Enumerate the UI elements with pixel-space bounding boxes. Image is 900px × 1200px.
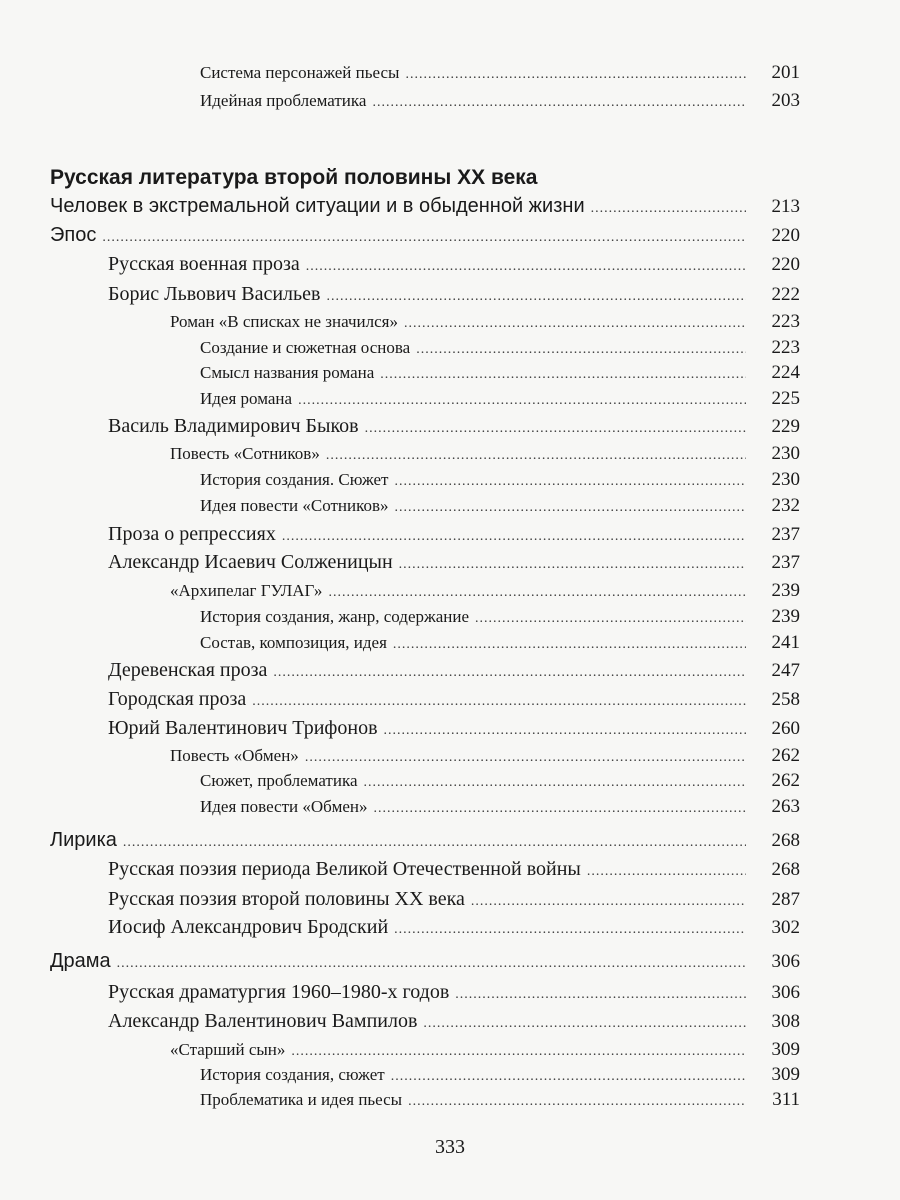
toc-entry-title: Идея романа <box>200 389 293 408</box>
toc-entry-page: 311 <box>772 1089 800 1110</box>
toc-entry <box>0 195 900 218</box>
toc-entry <box>0 62 900 84</box>
dot-leader <box>587 864 746 880</box>
toc-entry-title: Иосиф Александрович Бродский <box>108 916 389 938</box>
toc-entry-title: Городская проза <box>108 688 247 710</box>
toc-entry-title: Роман «В списках не значился» <box>170 312 398 331</box>
toc-entry <box>0 166 900 190</box>
toc-entry-page: 237 <box>771 524 800 545</box>
toc-entry-page: 220 <box>771 225 800 246</box>
dot-leader <box>326 448 746 464</box>
toc-entry-page: 225 <box>771 388 800 409</box>
toc-entry-title: Повесть «Обмен» <box>170 746 299 765</box>
toc-entry-page: 239 <box>771 606 800 627</box>
toc-entry <box>0 888 900 911</box>
toc-entry-page: 287 <box>771 889 800 910</box>
dot-leader <box>102 230 746 246</box>
dot-leader <box>273 665 746 681</box>
dot-leader <box>475 611 746 627</box>
toc-entry-page: 306 <box>771 951 800 972</box>
dot-leader <box>399 557 746 573</box>
toc-entry <box>0 311 900 333</box>
toc-entry-page: 237 <box>771 552 800 573</box>
toc-entry-title: «Старший сын» <box>170 1040 286 1059</box>
toc-entry-title: Состав, композиция, идея <box>200 633 387 652</box>
toc-entry-page: 241 <box>771 632 800 653</box>
dot-leader <box>391 1069 746 1085</box>
toc-entry-title: Идея повести «Сотников» <box>200 496 389 515</box>
dot-leader <box>395 500 746 516</box>
dot-leader <box>298 393 746 409</box>
dot-leader <box>305 750 746 766</box>
dot-leader <box>306 259 746 275</box>
toc-entry-page: 232 <box>771 495 800 516</box>
toc-entry <box>0 283 900 306</box>
toc-entry-title: Создание и сюжетная основа <box>200 338 411 357</box>
toc-entry <box>0 1089 900 1111</box>
toc-entry-title: Юрий Валентинович Трифонов <box>108 717 378 739</box>
toc-entry-title: Драма <box>50 950 111 972</box>
dot-leader <box>364 775 746 791</box>
toc-entry-page: 309 <box>771 1064 800 1085</box>
toc-entry <box>0 90 900 112</box>
dot-leader <box>416 342 746 358</box>
toc-entry-page: 309 <box>771 1039 800 1060</box>
toc-entry-title: Проза о репрессиях <box>108 523 276 545</box>
toc-entry <box>0 443 900 465</box>
toc-entry-page: 308 <box>771 1011 800 1032</box>
dot-leader <box>471 894 746 910</box>
dot-leader <box>328 585 746 601</box>
toc-entry <box>0 1039 900 1061</box>
toc-entry-title: Повесть «Сотников» <box>170 444 320 463</box>
dot-leader <box>393 637 746 653</box>
toc-entry-title: Русская драматургия 1960–1980-х годов <box>108 981 450 1003</box>
toc-entry <box>0 495 900 517</box>
dot-leader <box>252 694 746 710</box>
toc-entry-page: 230 <box>771 443 800 464</box>
toc-entry-page: 201 <box>771 62 800 83</box>
toc-entry <box>0 770 900 792</box>
dot-leader <box>404 316 746 332</box>
toc-entry-page: 260 <box>771 718 800 739</box>
dot-leader <box>117 956 746 972</box>
toc-entry-title: Василь Владимирович Быков <box>108 415 359 437</box>
toc-entry <box>0 415 900 438</box>
toc-entry <box>0 745 900 767</box>
toc-entry <box>0 950 900 973</box>
toc-entry-page: 263 <box>771 796 800 817</box>
toc-entry <box>0 916 900 939</box>
toc-entry-page: 262 <box>771 770 800 791</box>
toc-entry <box>0 981 900 1004</box>
toc-entry <box>0 1064 900 1086</box>
toc-entry <box>0 224 900 247</box>
toc-entry <box>0 1010 900 1033</box>
toc-entry <box>0 829 900 852</box>
dot-leader <box>374 801 746 817</box>
toc-entry <box>0 580 900 602</box>
dot-leader <box>455 987 746 1003</box>
toc-entry <box>0 362 900 384</box>
toc-entry <box>0 388 900 410</box>
toc-entry-page: 306 <box>771 982 800 1003</box>
dot-leader <box>384 723 746 739</box>
toc-entry-page: 258 <box>771 689 800 710</box>
toc-entry-page: 302 <box>771 917 800 938</box>
toc-entry-page: 268 <box>771 830 800 851</box>
toc-entry <box>0 717 900 740</box>
toc-entry-page: 223 <box>771 311 800 332</box>
toc-entry-page: 247 <box>771 660 800 681</box>
toc-entry <box>0 469 900 491</box>
toc-entry <box>0 337 900 359</box>
toc-entry-page: 262 <box>771 745 800 766</box>
dot-leader <box>291 1044 746 1060</box>
toc-entry-title: Русская поэзия второй половины XX века <box>108 888 465 910</box>
toc-entry <box>0 858 900 881</box>
toc-entry-title: Русская поэзия периода Великой Отечественной войны <box>108 858 581 880</box>
toc-entry-title: Александр Валентинович Вампилов <box>108 1010 418 1032</box>
toc-entry-title: Система персонажей пьесы <box>200 63 400 82</box>
dot-leader <box>405 67 746 83</box>
toc-entry-page: 213 <box>771 196 800 217</box>
dot-leader <box>326 289 746 305</box>
toc-entry <box>0 606 900 628</box>
toc-entry-title: Сюжет, проблематика <box>200 771 358 790</box>
dot-leader <box>365 421 746 437</box>
toc-entry-title: Деревенская проза <box>108 659 268 681</box>
toc-entry-page: 203 <box>771 90 800 111</box>
toc-entry <box>0 253 900 276</box>
toc-entry-title: История создания. Сюжет <box>200 470 389 489</box>
toc-entry-title: История создания, сюжет <box>200 1065 385 1084</box>
toc-entry-title: Лирика <box>50 829 117 851</box>
dot-leader <box>394 922 746 938</box>
toc-entry-title: Борис Львович Васильев <box>108 283 321 305</box>
dot-leader <box>591 201 746 217</box>
toc-entry-page: 220 <box>771 254 800 275</box>
toc-entry-page: 268 <box>771 859 800 880</box>
dot-leader <box>394 474 746 490</box>
toc-entry-page: 222 <box>771 284 800 305</box>
dot-leader <box>282 529 746 545</box>
toc-entry <box>0 523 900 546</box>
toc-entry <box>0 796 900 818</box>
dot-leader <box>123 835 746 851</box>
toc-entry <box>0 551 900 574</box>
toc-entry-title: Русская литература второй половины XX века <box>50 166 538 189</box>
toc-entry-page: 239 <box>771 580 800 601</box>
toc-entry <box>0 688 900 711</box>
dot-leader <box>372 95 746 111</box>
toc-entry-title: Идейная проблематика <box>200 91 367 110</box>
toc-entry-title: Эпос <box>50 224 97 246</box>
toc-entry-page: 229 <box>771 416 800 437</box>
toc-entry-title: История создания, жанр, содержание <box>200 607 470 626</box>
page-number: 333 <box>435 1136 465 1158</box>
toc-entry-title: Смысл названия романа <box>200 363 375 382</box>
dot-leader <box>380 367 746 383</box>
toc-entry-title: Александр Исаевич Солженицын <box>108 551 393 573</box>
toc-entry-title: Человек в экстремальной ситуации и в обыденной жизни <box>50 195 585 217</box>
toc-entry <box>0 659 900 682</box>
toc-entry-title: Проблематика и идея пьесы <box>200 1090 403 1109</box>
toc-entry-page: 224 <box>771 362 800 383</box>
toc-entry-page: 223 <box>771 337 800 358</box>
toc-entry <box>0 632 900 654</box>
toc-entry-title: «Архипелаг ГУЛАГ» <box>170 581 323 600</box>
dot-leader <box>423 1016 746 1032</box>
toc-entry-title: Русская военная проза <box>108 253 300 275</box>
toc-entry-title: Идея повести «Обмен» <box>200 797 368 816</box>
dot-leader <box>408 1094 746 1110</box>
toc-entry-page: 230 <box>771 469 800 490</box>
